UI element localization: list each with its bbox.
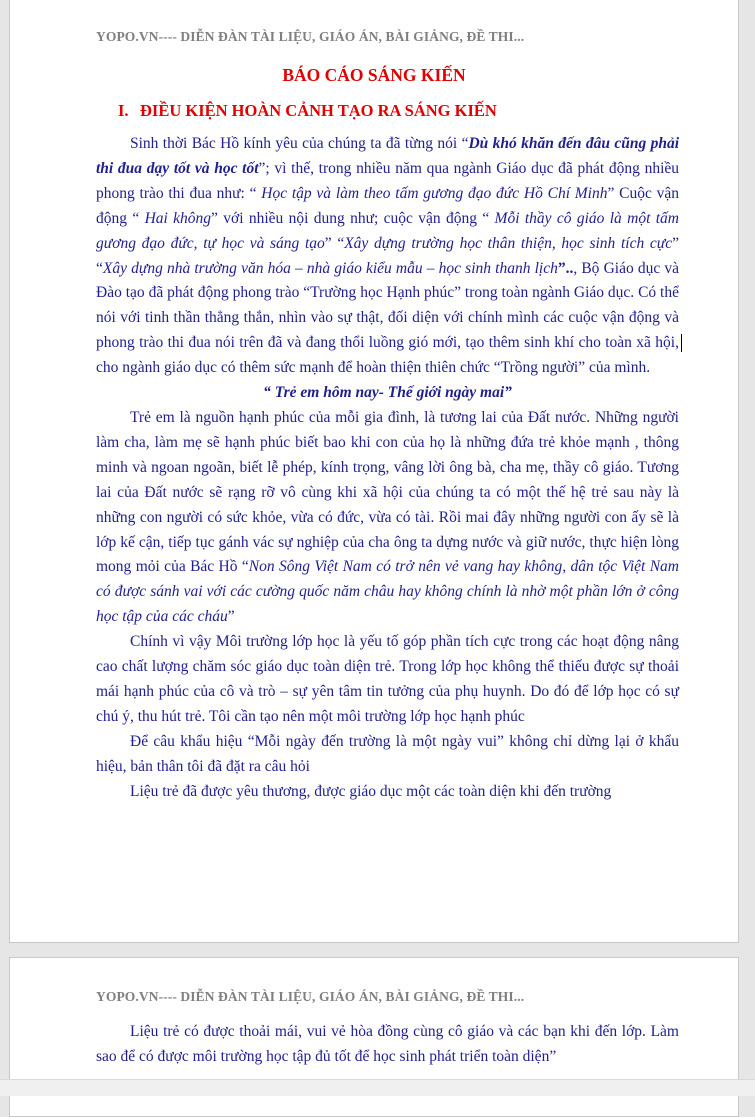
p1-text-n: , Bộ Giáo dục và Đào tạo đã phát động phong trào “Trường học Hạnh phúc” trong toàn ngành Giáo dục. Có thể nói với tinh thần thẳng thắn, nhìn vào sự thật, đối diện với chính mình các cuộc vận động và phong trào thi đua nói trên đã và đang thổi luồng gió mới, tạo thêm sinh khí cho toàn xã hội, cho ngành giáo dục có thêm sức mạnh để hoàn thiện thiên chức “Trồng người” của mình. — [96, 259, 679, 377]
slogan: “ Trẻ em hôm nay- Thế giới ngày mai” — [263, 384, 512, 402]
section-title: ĐIỀU KIỆN HOÀN CẢNH TẠO RA SÁNG KIẾN — [140, 101, 497, 120]
horizontal-scrollbar[interactable] — [0, 1079, 755, 1096]
p1-campaign-4: Xây dựng trường học thân thiện, học sinh tích cực — [344, 234, 673, 252]
p1-campaign-1: Học tập và làm theo tấm gương đạo đức Hồ Chí Minh — [256, 184, 608, 202]
paragraph-6: Liệu trẻ có được thoải mái, vui vẻ hòa đồng cùng cô giáo và các bạn khi đến lớp. Làm sao để có được môi trường học tập đủ tốt để học sinh phát triển toàn diện” — [96, 1023, 679, 1065]
p2-text-c: ” — [227, 608, 235, 626]
page-header: YOPO.VN---- DIỄN ĐÀN TÀI LIỆU, GIÁO ÁN, BÀI GIẢNG, ĐỀ THI... — [96, 29, 525, 44]
section-heading — [118, 101, 497, 121]
p1-quote-bac-ho: Dù khó khăn đến đâu cũng phải thi đua dạy tốt và học tốt — [96, 135, 680, 177]
paragraph-5: Liệu trẻ đã được yêu thương, được giáo dục một các toàn diện khi đến trường — [130, 782, 612, 800]
p1-text-k: ” “ — [96, 234, 680, 277]
p1-text-a: Sinh thời Bác Hồ kính yêu của chúng ta đã từng nói “ — [130, 135, 469, 152]
paragraph-1 — [96, 132, 679, 381]
document-title: BÁO CÁO SÁNG KIẾN — [282, 65, 466, 85]
p1-campaign-2: Hai không — [144, 209, 212, 227]
section-number: I. — [118, 101, 129, 120]
p1-text-c: ”; vì thế, trong nhiều năm qua ngành Giáo dục đã phát động nhiều phong trào thi đua như: “ — [96, 159, 680, 202]
document-page-1 — [9, 0, 739, 943]
p1-text-m: ”.. — [557, 259, 574, 277]
paragraph-3: Chính vì vậy Môi trường lớp học là yếu tố góp phần tích cực trong các hoạt động nâng cao chất lượng chăm sóc giáo dục toàn diện trẻ. Trong lớp học không thể thiếu được sự thoải mái hạnh phúc của cô và trò – sự yên tâm tin tưởng của phụ huynh. Do đó để lớp học có sự chú ý, thu hút trẻ. Tôi cần tạo nên một môi trường lớp học hạnh phúc — [96, 633, 679, 725]
page-header: YOPO.VN---- DIỄN ĐÀN TÀI LIỆU, GIÁO ÁN, BÀI GIẢNG, ĐỀ THI... — [96, 989, 525, 1004]
p1-text-i: ” “ — [324, 234, 345, 252]
p1-campaign-3: Mỗi thầy cô giáo là một tấm gương đạo đức, tự học và sáng tạo — [96, 209, 679, 252]
p2-quote: Non Sông Việt Nam có trở nên vẻ vang hay không, dân tộc Việt Nam có được sánh vai với các cường quốc năm châu hay không chính là nhờ một phần lớn ở công học tập của các cháu — [96, 558, 679, 626]
p1-text-g: ” với nhiều nội dung như; cuộc vận động “ — [211, 209, 495, 227]
p1-campaign-5: Xây dựng nhà trường văn hóa – nhà giáo kiểu mẫu – học sinh thanh lịch — [102, 259, 558, 277]
p1-text-e: ” Cuộc vận động “ — [96, 184, 679, 227]
text-cursor — [681, 334, 682, 352]
document-body[interactable] — [96, 1020, 679, 1070]
paragraph-2 — [96, 406, 679, 630]
paragraph-4: Để câu khẩu hiệu “Mỗi ngày đến trường là một ngày vui” không chỉ dừng lại ở khẩu hiệu, bản thân tôi đã đặt ra câu hỏi — [96, 732, 679, 775]
document-body[interactable] — [96, 132, 679, 804]
p2-text-a: Trẻ em là nguồn hạnh phúc của mỗi gia đình, là tương lai của Đất nước. Những người làm cha, làm mẹ sẽ hạnh phúc biết bao khi con của họ là những đứa trẻ khỏe mạnh , thông minh và ngoan ngoãn, biết lễ phép, kính trọng, vâng lời ông bà, cha mẹ, thầy cô giáo. Tương lai của Đất nước sẽ rạng rỡ vô cùng khi xã hội của chúng ta có một thế hệ trẻ sau này là những con người có sức khỏe, vừa có đức, vừa có tài. Rồi mai đây những người con ấy sẽ là lớp kế cận, tiếp tục gánh vác sự nghiệp của cha ông ta dựng nước và giữ nước, thực hiện lòng mong mỏi của Bác Hồ “ — [96, 408, 679, 576]
